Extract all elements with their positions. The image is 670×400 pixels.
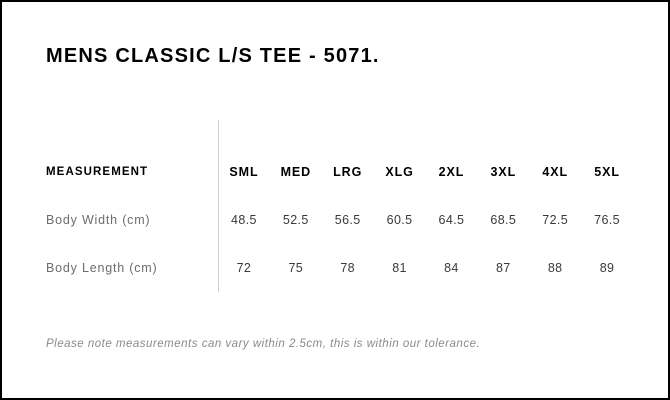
cell-body-length-4xl: 88 bbox=[547, 261, 563, 275]
column-header-med: MED bbox=[280, 165, 312, 179]
row-label-body-length: Body Length (cm) bbox=[46, 261, 158, 275]
cell-body-width-5xl: 76.5 bbox=[594, 213, 621, 227]
cell-body-length-2xl: 84 bbox=[444, 261, 459, 275]
column-header-5xl: 5XL bbox=[594, 165, 620, 179]
cell-body-width-3xl: 68.5 bbox=[490, 213, 517, 227]
column-header-2xl: 2XL bbox=[438, 165, 465, 179]
cell-body-length-3xl: 87 bbox=[495, 261, 511, 275]
cell-body-width-2xl: 64.5 bbox=[438, 213, 465, 227]
content-area bbox=[46, 42, 628, 378]
table-row bbox=[46, 244, 633, 292]
cell-body-width-sml: 48.5 bbox=[230, 213, 257, 227]
table-header-row bbox=[46, 148, 633, 196]
cell-body-length-med: 75 bbox=[288, 261, 304, 275]
table-head bbox=[46, 148, 633, 196]
cell-body-width-xlg: 60.5 bbox=[386, 213, 413, 227]
column-header-sml: SML bbox=[229, 165, 259, 179]
cell-body-length-sml: 72 bbox=[236, 261, 252, 275]
cell-body-width-med: 52.5 bbox=[282, 213, 309, 227]
column-header-3xl: 3XL bbox=[490, 165, 517, 179]
cell-body-width-4xl: 72.5 bbox=[542, 213, 569, 227]
column-header-measurement: MEASUREMENT bbox=[46, 166, 149, 178]
cell-body-length-xlg: 81 bbox=[392, 261, 407, 275]
tolerance-note: Please note measurements can vary within 2.5cm, this is within our tolerance. bbox=[46, 338, 481, 350]
column-header-4xl: 4XL bbox=[542, 165, 568, 179]
table-row bbox=[46, 196, 633, 244]
cell-body-length-5xl: 89 bbox=[599, 261, 615, 275]
cell-body-width-lrg: 56.5 bbox=[334, 213, 361, 227]
row-label-body-width: Body Width (cm) bbox=[46, 213, 151, 227]
table-body bbox=[46, 196, 633, 292]
cell-body-length-lrg: 78 bbox=[340, 261, 356, 275]
column-header-xlg: XLG bbox=[385, 165, 414, 179]
size-table bbox=[46, 148, 633, 292]
size-table-wrapper bbox=[46, 148, 628, 292]
table-divider bbox=[218, 120, 219, 292]
page-title: MENS CLASSIC L/S TEE - 5071. bbox=[46, 45, 380, 67]
column-header-lrg: LRG bbox=[333, 165, 363, 179]
